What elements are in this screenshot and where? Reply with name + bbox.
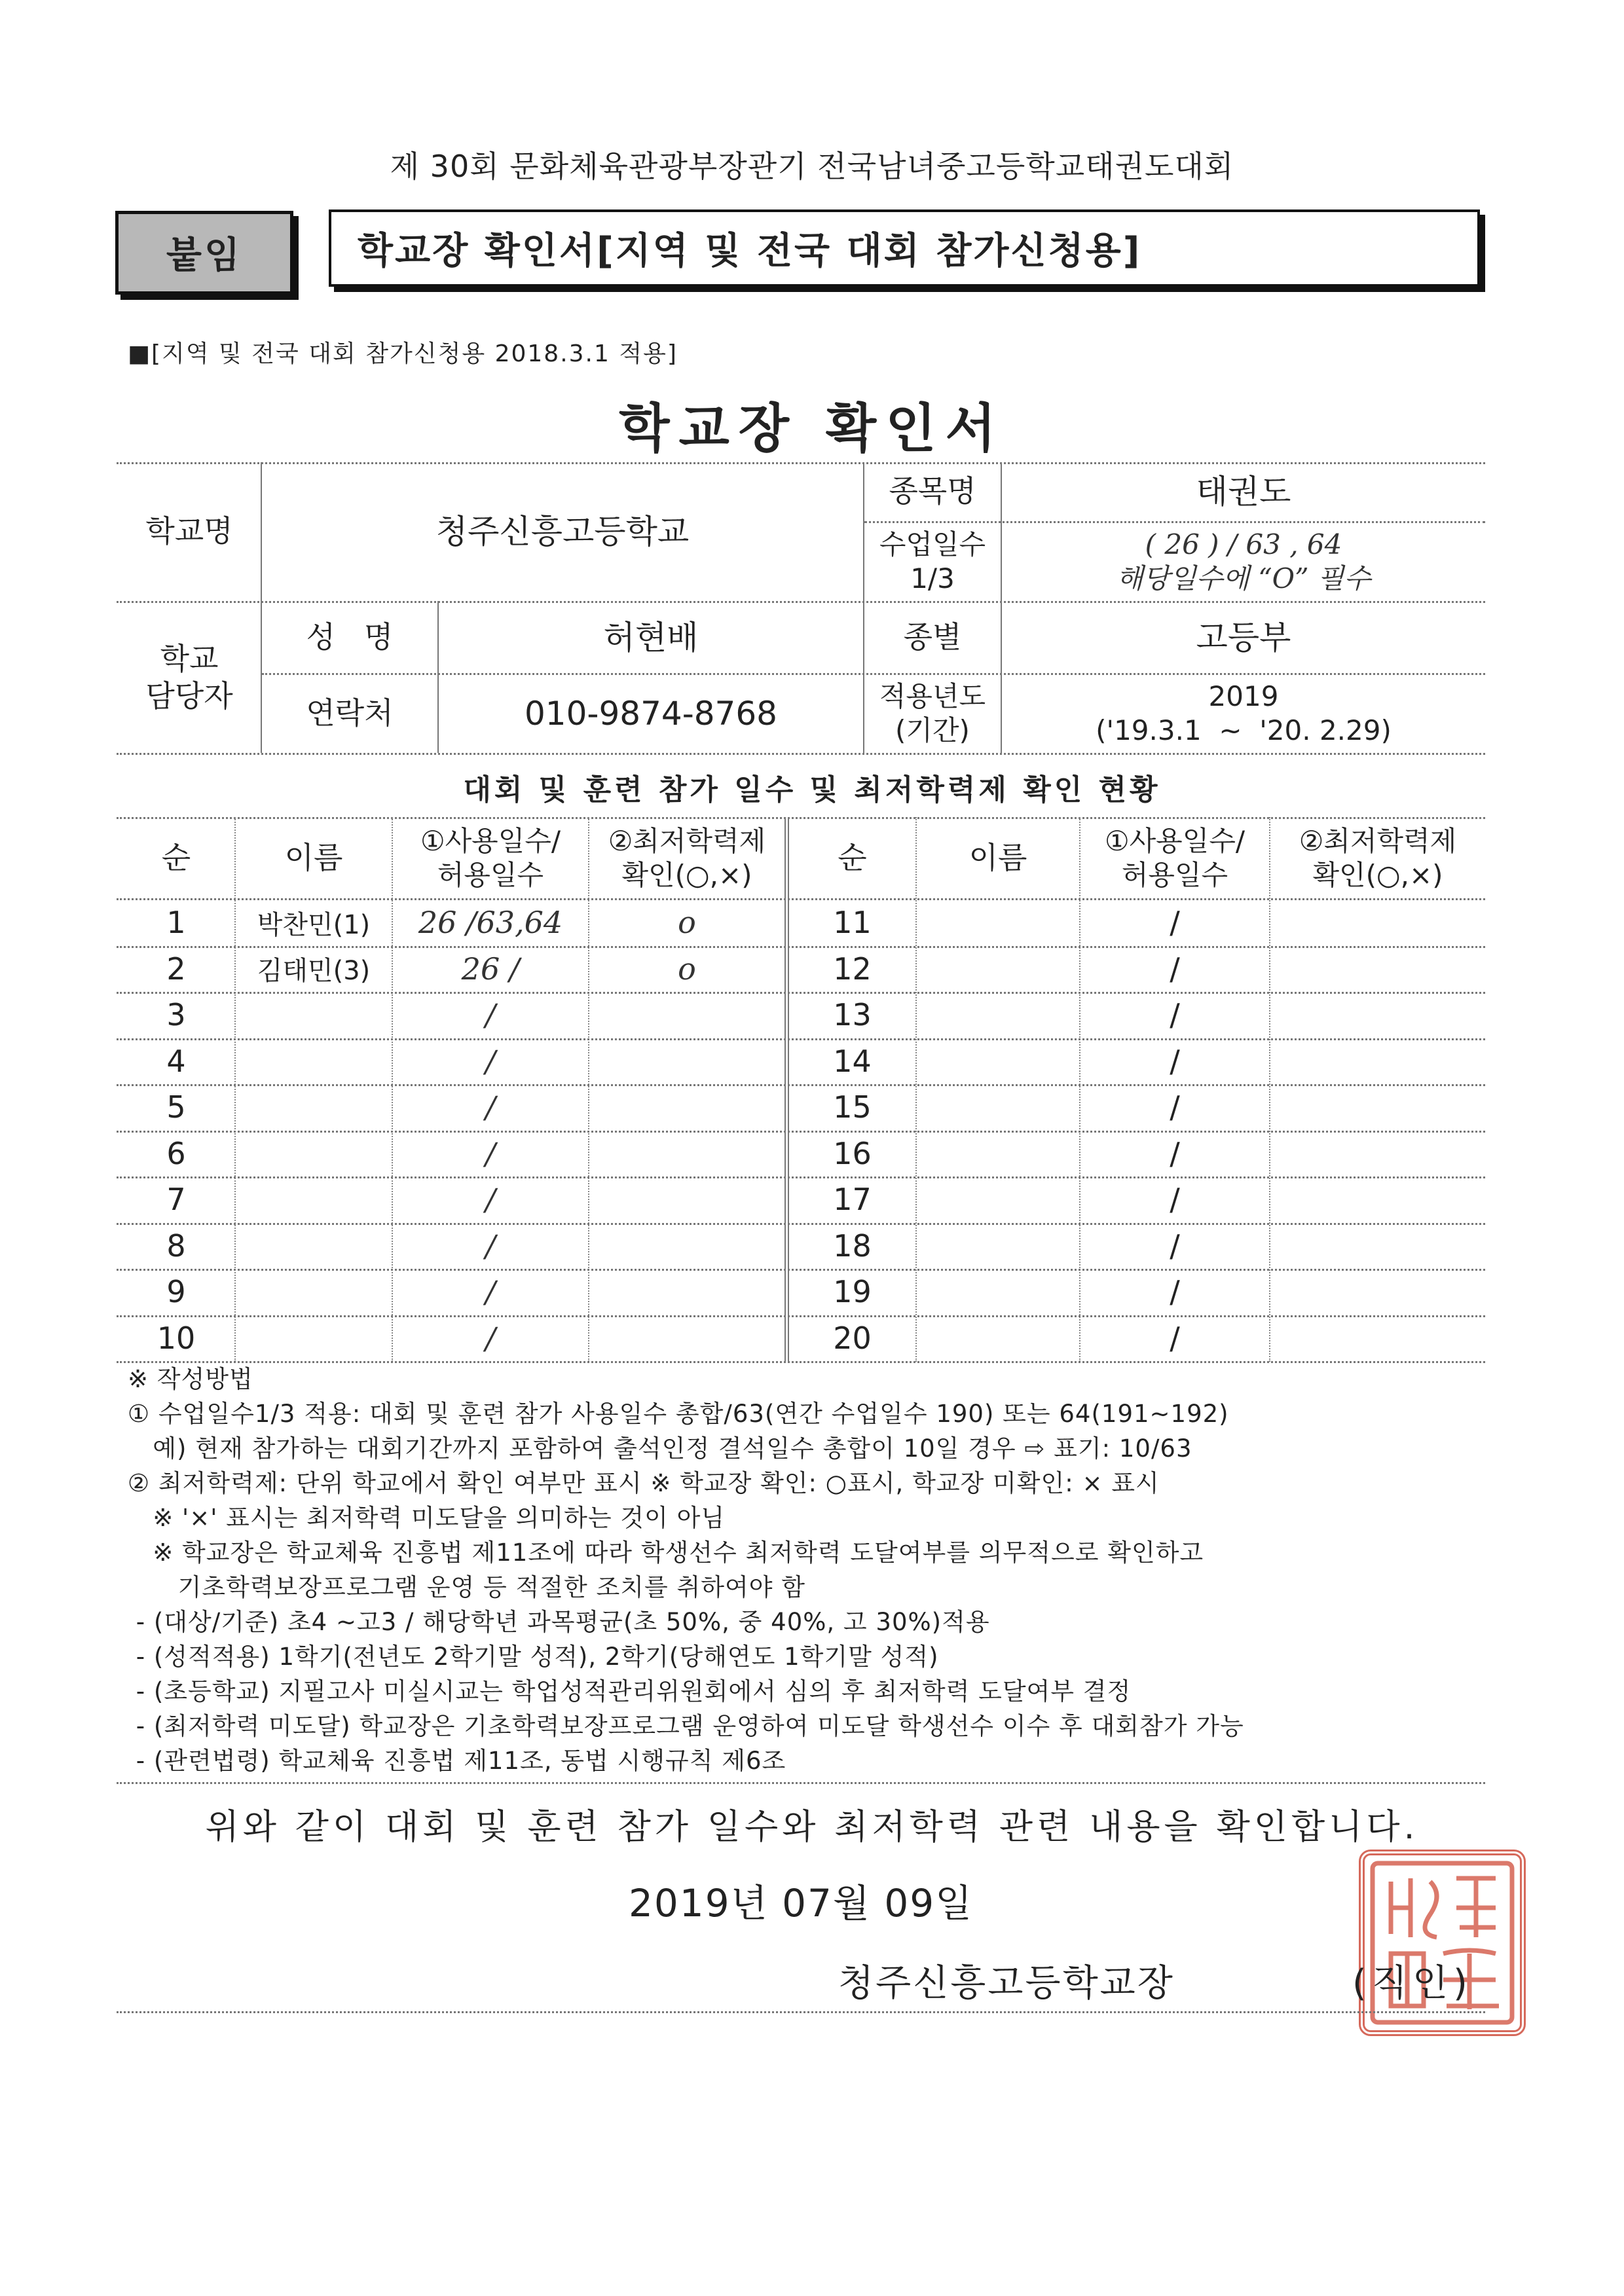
row-check-right (1270, 1315, 1485, 1361)
row-days-right: / (1170, 1135, 1180, 1171)
row-name-left (236, 1084, 392, 1130)
row-check-left (589, 1038, 784, 1084)
row-check-right (1270, 1038, 1485, 1084)
row-seq-right: 14 (833, 1043, 872, 1079)
note-line: ① 수업일수1/3 적용: 대회 및 훈련 참가 사용일수 총합/63(연간 수업일수 190) 또는 64(191~192) (128, 1400, 1229, 1428)
row-days-left: / (485, 1182, 496, 1217)
header-check-line1: ②최저학력제 (608, 824, 766, 857)
main-title: 학교장 확인서 (619, 398, 1005, 459)
row-name-left (236, 1176, 392, 1222)
row-check-left (589, 1223, 784, 1269)
row-seq-right: 18 (833, 1228, 872, 1264)
row-name-left: 박찬민(1) (257, 909, 371, 940)
row-days-right: / (1170, 951, 1180, 987)
header-check-left (589, 818, 784, 898)
row-days-right: / (1170, 1228, 1180, 1264)
row-days-left: / (485, 1089, 496, 1125)
row-name-left: 김태민(3) (257, 956, 371, 986)
row-days-left: / (485, 1135, 496, 1171)
attachment-label: 붙임 (166, 234, 243, 277)
row-check-left (589, 1269, 784, 1315)
row-check-right (1270, 1223, 1485, 1269)
event-label: 종목명 (889, 473, 976, 509)
division-label: 종별 (903, 619, 962, 655)
event-value: 태권도 (1196, 472, 1291, 511)
year-value-line1: 2019 (1208, 680, 1279, 712)
official-seal (1359, 1850, 1526, 2036)
name-label: 성 명 (306, 619, 394, 655)
row-name-left (236, 1131, 392, 1176)
row-name-left (236, 1223, 392, 1269)
header-days-line2: 허용일수 (1121, 859, 1228, 891)
note-line: ※ '×' 표시는 최저학력 미도달을 의미하는 것이 아님 (128, 1504, 726, 1532)
row-name-left (236, 992, 392, 1038)
rule (117, 1782, 1485, 1784)
row-check-left (589, 1131, 784, 1176)
manager-label-line1: 학교 (160, 640, 219, 676)
row-seq-right: 19 (833, 1274, 872, 1309)
usage-note: ■[지역 및 전국 대회 참가신청용 2018.3.1 적용] (128, 340, 678, 367)
row-check-right (1270, 946, 1485, 992)
header-check-line2: 확인(○,×) (621, 859, 752, 891)
school-label: 학교명 (145, 513, 233, 549)
class-days-count: ( 26 ) / 63 , 64 (1145, 528, 1342, 560)
row-name-left (236, 1269, 392, 1315)
note-line: ② 최저학력제: 단위 학교에서 확인 여부만 표시 ※ 학교장 확인: ○표시, 학교장 미확인: × 표시 (128, 1469, 1160, 1497)
row-days-right: / (1170, 1274, 1180, 1309)
manager-label-line2: 담당자 (145, 678, 233, 714)
row-check-right (1270, 1131, 1485, 1176)
contact-label: 연락처 (306, 695, 394, 731)
row-check-right (1270, 992, 1485, 1038)
year-label (864, 674, 1001, 753)
row-name-right (917, 1038, 1079, 1084)
row-seq-left: 1 (166, 905, 186, 940)
row-days-left: / (485, 1228, 496, 1264)
row-seq-right: 11 (833, 905, 872, 940)
row-seq-right: 13 (833, 997, 872, 1032)
row-name-right (917, 1131, 1079, 1176)
row-days-right: / (1170, 1089, 1180, 1125)
row-name-left (236, 1315, 392, 1361)
divider (784, 817, 786, 1362)
row-seq-left: 5 (166, 1089, 186, 1125)
row-seq-right: 20 (833, 1320, 872, 1356)
row-name-right (917, 1223, 1079, 1269)
rule (117, 2011, 1485, 2013)
row-name-right (917, 992, 1079, 1038)
row-seq-left: 4 (166, 1043, 186, 1079)
row-days-left: / (485, 1274, 496, 1309)
writing-instructions (128, 1362, 1509, 1778)
confirmation-date: 2019년 07월 09일 (629, 1881, 974, 1925)
row-seq-left: 10 (157, 1320, 196, 1356)
row-check-left (589, 1176, 784, 1222)
row-check-left (589, 1315, 784, 1361)
row-name-right (917, 946, 1079, 992)
header-seq-right: 순 (838, 840, 867, 876)
note-line: ※ 학교장은 학교체육 진흥법 제11조에 따라 학생선수 최저학력 도달여부를 의무적으로 확인하고 (128, 1539, 1204, 1567)
row-seq-right: 12 (833, 951, 872, 987)
form-title-box (329, 210, 1480, 287)
header-days-line1: ①사용일수/ (1104, 824, 1246, 857)
row-name-right (917, 1176, 1079, 1222)
note-line: 기초학력보장프로그램 운영 등 적절한 조치를 취하여야 함 (128, 1573, 805, 1601)
event-title: 제 30회 문화체육관광부장관기 전국남녀중고등학교태권도대회 (390, 149, 1234, 184)
year-value (1002, 674, 1485, 753)
note-line: ※ 작성방법 (128, 1365, 253, 1393)
header-check-right (1270, 818, 1485, 898)
row-check-left: o (678, 905, 696, 940)
row-seq-left: 7 (166, 1182, 186, 1217)
principal-name: 청주신흥고등학교장 (838, 1962, 1175, 2005)
row-days-right: / (1170, 905, 1180, 940)
header-name-left: 이름 (284, 840, 343, 876)
rule (117, 753, 1485, 755)
row-days-right: / (1170, 1320, 1180, 1356)
row-seq-left: 8 (166, 1228, 186, 1264)
contact-value: 010-9874-8768 (524, 694, 777, 733)
header-seq-left: 순 (161, 840, 191, 876)
row-seq-right: 17 (833, 1182, 872, 1217)
attachment-badge (115, 211, 293, 295)
row-days-right: / (1170, 997, 1180, 1032)
row-days-left: 26 / (461, 951, 520, 987)
manager-label (118, 602, 261, 753)
row-seq-right: 15 (833, 1089, 872, 1125)
row-check-right (1270, 900, 1485, 945)
header-days-right (1080, 818, 1269, 898)
class-days-note: 해당일수에 “O” 필수 (1116, 562, 1371, 594)
row-seq-left: 9 (166, 1274, 186, 1309)
row-name-right (917, 1315, 1079, 1361)
class-days-label-line2: 1/3 (910, 562, 955, 594)
year-label-line1: 적용년도 (879, 680, 986, 712)
row-check-right (1270, 1176, 1485, 1222)
row-days-left: / (485, 997, 496, 1032)
row-seq-left: 3 (166, 997, 186, 1032)
note-line: - (성적적용) 1학기(전년도 2학기말 성적), 2학기(당해연도 1학기말 성적) (128, 1643, 939, 1671)
row-days-left: / (485, 1043, 496, 1079)
row-name-right (917, 1084, 1079, 1130)
form-title: 학교장 확인서[지역 및 전국 대회 참가신청용] (358, 230, 1142, 272)
row-name-right (917, 900, 1079, 945)
row-check-left (589, 992, 784, 1038)
section-heading: 대회 및 훈련 참가 일수 및 최저학력제 확인 현황 (463, 773, 1161, 807)
note-line: - (최저학력 미도달) 학교장은 기초학력보장프로그램 운영하여 미도달 학생선수 이수 후 대회참가 가능 (128, 1712, 1244, 1740)
row-check-left (589, 1084, 784, 1130)
class-days-label-line1: 수업일수 (879, 528, 986, 560)
note-line: - (대상/기준) 초4 ~고3 / 해당학년 과목평균(초 50%, 중 40%, 고 30%)적용 (128, 1608, 990, 1636)
row-seq-right: 16 (833, 1135, 872, 1171)
school-value: 청주신흥고등학교 (435, 512, 690, 551)
header-name-right: 이름 (969, 840, 1027, 876)
row-days-left: 26 /63,64 (418, 905, 563, 940)
confirmation-text: 위와 같이 대회 및 훈련 참가 일수와 최저학력 관련 내용을 확인합니다. (205, 1807, 1419, 1847)
row-days-right: / (1170, 1043, 1180, 1079)
row-check-left: o (678, 951, 696, 987)
row-name-left (236, 1038, 392, 1084)
row-check-right (1270, 1269, 1485, 1315)
row-name-right (917, 1269, 1079, 1315)
header-check-line2: 확인(○,×) (1312, 859, 1443, 891)
row-seq-left: 6 (166, 1135, 186, 1171)
note-line: - (초등학교) 지필고사 미실시교는 학업성적관리위원회에서 심의 후 최저학력 도달여부 결정 (128, 1677, 1132, 1705)
name-value: 허현배 (603, 618, 699, 657)
header-days-left (393, 818, 588, 898)
year-label-line2: (기간) (895, 714, 970, 746)
class-days-label (864, 522, 1001, 601)
header-days-line1: ①사용일수/ (420, 824, 561, 857)
note-line: 예) 현재 참가하는 대회기간까지 포함하여 출석인정 결석일수 총합이 10일 경우 ⇨ 표기: 10/63 (128, 1434, 1192, 1463)
seal-label: (직인) (1352, 1962, 1473, 2005)
row-days-left: / (485, 1320, 496, 1356)
header-check-line1: ②최저학력제 (1299, 824, 1457, 857)
row-seq-left: 2 (166, 951, 186, 987)
row-days-right: / (1170, 1182, 1180, 1217)
division-value: 고등부 (1196, 618, 1291, 657)
class-days-value (1002, 522, 1485, 601)
header-days-line2: 허용일수 (437, 859, 544, 891)
year-value-line2: ('19.3.1 ~ '20. 2.29) (1096, 714, 1392, 746)
note-line: - (관련법령) 학교체육 진흥법 제11조, 동법 시행규칙 제6조 (128, 1747, 786, 1775)
row-check-right (1270, 1084, 1485, 1130)
